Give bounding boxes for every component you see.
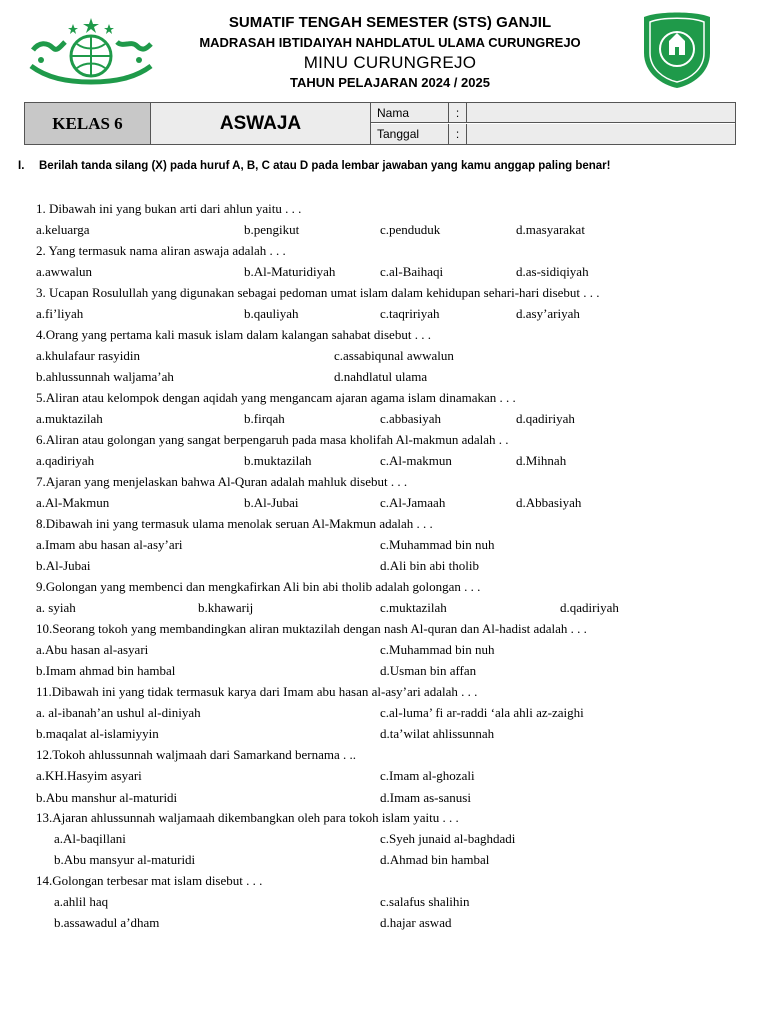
question-5: 5.Aliran atau kelompok dengan aqidah yang mengancam ajaran agama islam dinamakan . . .	[36, 390, 516, 405]
name-field[interactable]	[467, 103, 735, 123]
option-11b: b.maqalat al-islamiyyin	[36, 726, 159, 741]
exam-title: SUMATIF TENGAH SEMESTER (STS) GANJIL	[228, 14, 552, 31]
option-9a: a. syiah	[36, 600, 76, 615]
option-13a: a.Al-baqillani	[54, 831, 126, 846]
option-12b: b.Abu manshur al-maturidi	[36, 790, 178, 805]
option-14b: b.assawadul a’dham	[54, 915, 160, 930]
question-8: 8.Dibawah ini yang termasuk ulama menolak seruan Al-Makmun adalah . . .	[36, 516, 433, 531]
option-14d: d.hajar aswad	[380, 915, 452, 930]
option-1a: a.keluarga	[36, 222, 90, 237]
madrasah-shield-logo-icon	[638, 9, 716, 89]
nahdlatul-ulama-logo-icon	[27, 16, 155, 88]
subject-cell: ASWAJA	[151, 103, 371, 144]
option-2a: a.awwalun	[36, 264, 92, 279]
identity-table	[24, 102, 736, 145]
school-short-name: MINU CURUNGREJO	[303, 53, 477, 72]
question-9: 9.Golongan yang membenci dan mengkafirkan Ali bin abi tholib adalah golongan . . .	[36, 579, 481, 594]
option-8d: d.Ali bin abi tholib	[380, 558, 479, 573]
question-4: 4.Orang yang pertama kali masuk islam dalam kalangan sahabat disebut . . .	[36, 327, 431, 342]
option-5b: b.firqah	[244, 411, 285, 426]
option-4c: c.assabiqunal awwalun	[334, 348, 454, 363]
instruction-number: I.	[18, 160, 25, 172]
date-field[interactable]	[467, 124, 735, 144]
option-8c: c.Muhammad bin nuh	[380, 537, 495, 552]
option-6d: d.Mihnah	[516, 453, 567, 468]
question-7: 7.Ajaran yang menjelaskan bahwa Al-Quran adalah mahluk disebut . . .	[36, 474, 408, 489]
option-5c: c.abbasiyah	[380, 411, 442, 426]
academic-year: TAHUN PELAJARAN 2024 / 2025	[290, 75, 490, 90]
option-12c: c.Imam al-ghozali	[380, 768, 475, 783]
name-label: Nama	[371, 103, 449, 123]
option-3c: c.taqririyah	[380, 306, 440, 321]
option-4d: d.nahdlatul ulama	[334, 369, 428, 384]
option-12a: a.KH.Hasyim asyari	[36, 768, 142, 783]
option-6a: a.qadiriyah	[36, 453, 95, 468]
option-4a: a.khulafaur rasyidin	[36, 348, 140, 363]
option-14c: c.salafus shalihin	[380, 894, 470, 909]
question-6: 6.Aliran atau golongan yang sangat berpengaruh pada masa kholifah Al-makmun adalah . .	[36, 432, 509, 447]
option-4b: b.ahlussunnah waljama’ah	[36, 369, 174, 384]
option-13d: d.Ahmad bin hambal	[380, 852, 490, 867]
option-12d: d.Imam as-sanusi	[380, 790, 471, 805]
option-10a: a.Abu hasan al-asyari	[36, 642, 149, 657]
option-1b: b.pengikut	[244, 222, 300, 237]
option-7d: d.Abbasiyah	[516, 495, 582, 510]
question-3: 3. Ucapan Rosulullah yang digunakan sebagai pedoman umat islam dalam kehidupan sehari-hari disebut . . .	[36, 285, 600, 300]
option-3d: d.asy’ariyah	[516, 306, 580, 321]
option-2b: b.Al-Maturidiyah	[244, 264, 336, 279]
option-14a: a.ahlil haq	[54, 894, 109, 909]
school-name: MADRASAH IBTIDAIYAH NAHDLATUL ULAMA CURUNGREJO	[199, 35, 581, 50]
option-1c: c.penduduk	[380, 222, 441, 237]
option-6c: c.Al-makmun	[380, 453, 452, 468]
question-1: 1. Dibawah ini yang bukan arti dari ahlun yaitu . . .	[36, 201, 302, 216]
option-2d: d.as-sidiqiyah	[516, 264, 589, 279]
option-10b: b.Imam ahmad bin hambal	[36, 663, 176, 678]
option-5d: d.qadiriyah	[516, 411, 575, 426]
question-10: 10.Seorang tokoh yang membandingkan aliran muktazilah dengan nash Al-quran dan Al-hadist adalah . . .	[36, 621, 587, 636]
option-3a: a.fi’liyah	[36, 306, 84, 321]
class-cell: KELAS 6	[25, 103, 151, 144]
option-8a: a.Imam abu hasan al-asy’ari	[36, 537, 183, 552]
date-colon: :	[449, 124, 467, 144]
option-11d: d.ta’wilat ahlissunnah	[380, 726, 495, 741]
option-7a: a.Al-Makmun	[36, 495, 110, 510]
question-14: 14.Golongan terbesar mat islam disebut . . .	[36, 873, 263, 888]
option-8b: b.Al-Jubai	[36, 558, 91, 573]
option-1d: d.masyarakat	[516, 222, 585, 237]
option-9d: d.qadiriyah	[560, 600, 619, 615]
option-9b: b.khawarij	[198, 600, 254, 615]
option-11c: c.al-luma’ fi ar-raddi ‘ala ahli az-zaighi	[380, 705, 584, 720]
option-3b: b.qauliyah	[244, 306, 299, 321]
question-11: 11.Dibawah ini yang tidak termasuk karya dari Imam abu hasan al-asy’ari adalah . . .	[36, 684, 478, 699]
option-6b: b.muktazilah	[244, 453, 312, 468]
option-10d: d.Usman bin affan	[380, 663, 477, 678]
question-2: 2. Yang termasuk nama aliran aswaja adalah . . .	[36, 243, 286, 258]
question-12: 12.Tokoh ahlussunnah waljmaah dari Samarkand bernama . ..	[36, 747, 357, 762]
option-2c: c.al-Baihaqi	[380, 264, 444, 279]
option-11a: a. al-ibanah’an ushul al-diniyah	[36, 705, 201, 720]
option-7b: b.Al-Jubai	[244, 495, 299, 510]
instruction-text: Berilah tanda silang (X) pada huruf A, B, C atau D pada lembar jawaban yang kamu anggap paling benar!	[39, 160, 611, 172]
question-13: 13.Ajaran ahlussunnah waljamaah dikembangkan oleh para tokoh islam yaitu . . .	[36, 810, 459, 825]
date-label: Tanggal	[371, 124, 449, 144]
option-5a: a.muktazilah	[36, 411, 103, 426]
option-9c: c.muktazilah	[380, 600, 447, 615]
option-10c: c.Muhammad bin nuh	[380, 642, 495, 657]
option-13c: c.Syeh junaid al-baghdadi	[380, 831, 516, 846]
name-colon: :	[449, 103, 467, 123]
option-7c: c.Al-Jamaah	[380, 495, 446, 510]
option-13b: b.Abu mansyur al-maturidi	[54, 852, 196, 867]
instruction	[18, 160, 611, 172]
